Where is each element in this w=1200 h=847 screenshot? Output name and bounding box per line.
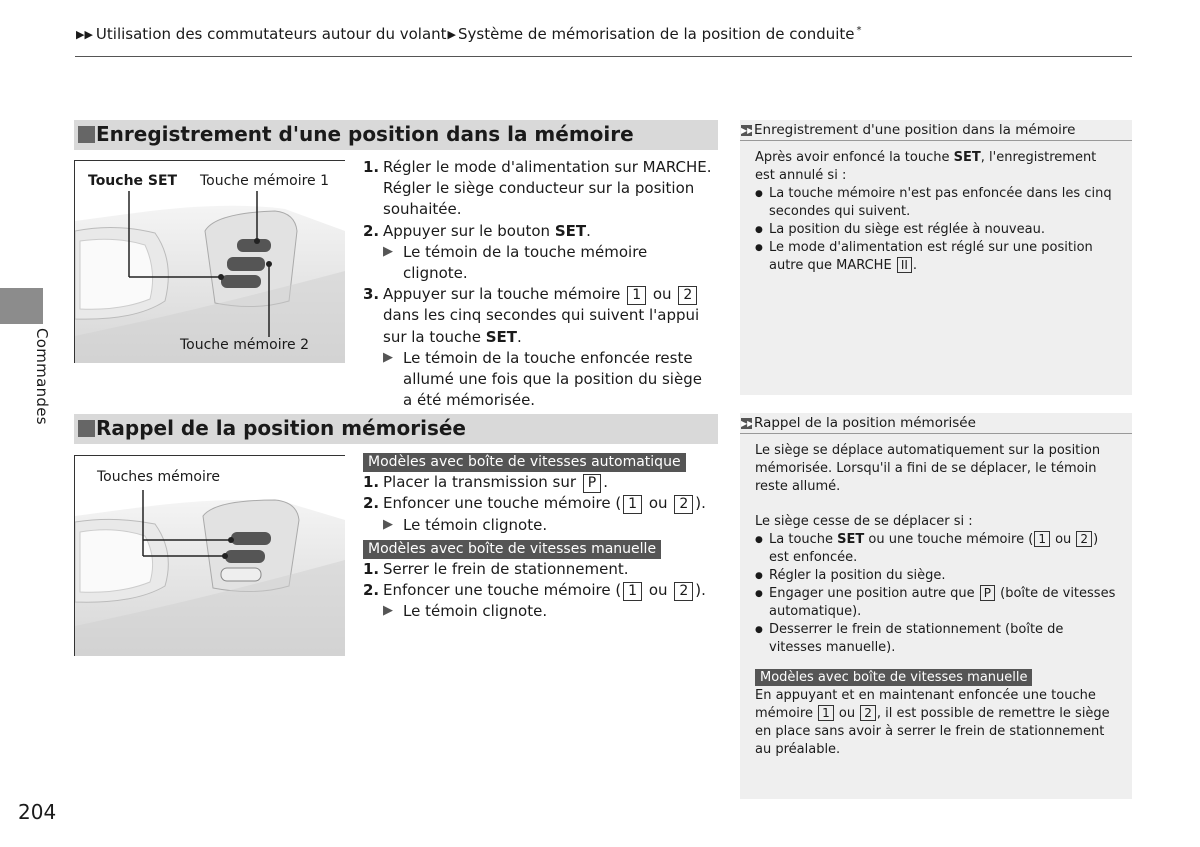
step-number: 1. bbox=[363, 158, 380, 176]
note-text: (boîte de vitesses automatique). bbox=[769, 586, 1116, 619]
memory-button-1-icon bbox=[237, 239, 271, 252]
note-text: ) est enfoncée. bbox=[769, 532, 1099, 565]
set-keyword: SET bbox=[554, 221, 587, 240]
label-memory-2: Touche mémoire 2 bbox=[180, 337, 310, 353]
triangle-right-icon: ▶▶ bbox=[76, 28, 93, 41]
step-number: 2. bbox=[363, 581, 380, 600]
step-text: dans les cinq secondes qui suivent l'appui sur la touche bbox=[383, 306, 700, 346]
key-1: 1 bbox=[627, 286, 646, 305]
note-title: Enregistrement d'une position dans la mémoire bbox=[754, 122, 1076, 138]
play-arrow-icon: ▶ bbox=[383, 603, 393, 619]
step-result bbox=[383, 348, 715, 412]
step-text: . bbox=[517, 327, 522, 346]
breadcrumb bbox=[76, 25, 862, 43]
note-panel-recall bbox=[740, 413, 1132, 799]
section1-heading bbox=[74, 120, 718, 150]
section1-title: Enregistrement d'une position dans la mémoire bbox=[96, 122, 634, 146]
note-text: ou une touche mémoire ( bbox=[864, 532, 1034, 547]
step-item bbox=[363, 284, 715, 411]
note-arrow-icon: ▶▶ bbox=[741, 125, 754, 135]
section1-steps bbox=[363, 157, 715, 411]
note-text: ou bbox=[1050, 532, 1076, 547]
note-panel-store bbox=[740, 120, 1132, 395]
key-2: 2 bbox=[1076, 531, 1092, 547]
step-text: ). bbox=[695, 581, 706, 600]
key-p: P bbox=[980, 585, 995, 601]
note-body bbox=[740, 434, 1132, 759]
note-text: , l'enregistrement est annulé si : bbox=[755, 150, 1097, 183]
step-result-text: Le témoin de la touche mémoire clignote. bbox=[403, 242, 648, 283]
step-number: 2. bbox=[363, 494, 380, 513]
step-result-text: Le témoin clignote. bbox=[403, 602, 548, 621]
play-arrow-icon: ▶ bbox=[383, 243, 393, 259]
step-number: 1. bbox=[363, 473, 380, 492]
step-text: ou bbox=[648, 285, 677, 304]
note-text: Après avoir enfoncé la touche bbox=[755, 150, 954, 165]
memory-button-1-icon bbox=[231, 532, 271, 545]
door-panel-illustration bbox=[75, 161, 345, 363]
heading-square-icon bbox=[78, 420, 95, 437]
step-text: Appuyer sur le bouton bbox=[383, 221, 555, 240]
note-text: Engager une position autre que bbox=[769, 586, 979, 601]
step-item bbox=[363, 493, 715, 535]
step-result bbox=[383, 242, 715, 284]
header-rule bbox=[75, 56, 1132, 57]
heading-square-icon bbox=[78, 126, 95, 143]
note-paragraph bbox=[755, 687, 1117, 759]
note-text: ou bbox=[834, 706, 860, 721]
section2-steps bbox=[363, 451, 715, 623]
note-text: Le mode d'alimentation est réglé sur une position autre que MARCHE bbox=[769, 240, 1093, 273]
step-text: ou bbox=[644, 494, 673, 513]
step-text: Placer la transmission sur bbox=[383, 473, 581, 492]
auto-models-tag: Modèles avec boîte de vitesses automatique bbox=[363, 453, 686, 472]
page-number: 204 bbox=[18, 800, 57, 824]
note-paragraph: Le siège cesse de se déplacer si : bbox=[755, 514, 973, 529]
set-keyword: SET bbox=[837, 532, 865, 547]
section2-heading bbox=[74, 414, 718, 444]
note-bullet bbox=[755, 531, 1117, 567]
side-tab-label: Commandes bbox=[33, 328, 51, 425]
note-heading bbox=[740, 120, 1132, 141]
memory-button-2-icon bbox=[227, 257, 265, 271]
step-text: . bbox=[603, 473, 609, 492]
note-text: La touche bbox=[769, 532, 838, 547]
note-intro bbox=[755, 149, 1117, 185]
breadcrumb-marker: * bbox=[856, 25, 862, 36]
note-bullet: ● Desserrer le frein de stationnement (boîte de vitesses manuelle). bbox=[755, 621, 1117, 657]
step-result-text: Le témoin clignote. bbox=[403, 515, 548, 534]
key-2: 2 bbox=[678, 286, 697, 305]
step-text: ). bbox=[695, 494, 706, 513]
step-text: Serrer le frein de stationnement. bbox=[383, 560, 629, 579]
note-paragraph: Le siège se déplace automatiquement sur la position mémorisée. Lorsqu'il a fini de se déplacer, le témoin reste allumé. bbox=[755, 443, 1101, 494]
step-number: 2. bbox=[363, 221, 380, 240]
memory-button-2-icon bbox=[225, 550, 265, 563]
set-keyword: SET bbox=[485, 327, 517, 346]
note-title: Rappel de la position mémorisée bbox=[754, 415, 976, 431]
step-result bbox=[383, 515, 715, 536]
step-result-text: Le témoin de la touche enfoncée reste allumé une fois que la position du siège a été mémorisée. bbox=[403, 348, 702, 410]
note-text: . bbox=[912, 258, 918, 273]
step-result bbox=[383, 601, 715, 622]
step-item bbox=[363, 580, 715, 622]
breadcrumb-part2: Système de mémorisation de la position de conduite bbox=[458, 25, 855, 43]
step-item bbox=[363, 559, 715, 580]
key-p: P bbox=[583, 474, 601, 493]
key-1: 1 bbox=[818, 705, 834, 721]
note-bullet: ● La position du siège est réglée à nouveau. bbox=[755, 221, 1117, 239]
note-heading bbox=[740, 413, 1132, 434]
note-bullet bbox=[755, 585, 1117, 621]
breadcrumb-part1: Utilisation des commutateurs autour du volant bbox=[95, 25, 447, 43]
key-2: 2 bbox=[674, 495, 693, 514]
note-body bbox=[740, 141, 1132, 275]
label-set-button: Touche SET bbox=[88, 173, 178, 189]
figure-memory-recall bbox=[74, 455, 345, 656]
play-arrow-icon: ▶ bbox=[383, 349, 393, 365]
key-2: 2 bbox=[674, 582, 693, 601]
step-text: . bbox=[586, 221, 591, 240]
step-number: 1. bbox=[363, 560, 380, 579]
label-memory-buttons: Touches mémoire bbox=[97, 469, 220, 485]
key-1: 1 bbox=[1034, 531, 1050, 547]
play-arrow-icon: ▶ bbox=[383, 516, 393, 532]
section2-title: Rappel de la position mémorisée bbox=[96, 416, 466, 440]
note-arrow-icon: ▶▶ bbox=[741, 418, 754, 428]
note-text: En appuyant et en maintenant enfoncée une touche mémoire bbox=[755, 688, 1096, 721]
step-item bbox=[363, 221, 715, 285]
key-1: 1 bbox=[623, 495, 642, 514]
note-bullet bbox=[755, 239, 1117, 275]
step-item bbox=[363, 157, 715, 221]
key-ii: II bbox=[897, 257, 912, 273]
key-1: 1 bbox=[623, 582, 642, 601]
side-tab-marker bbox=[0, 288, 43, 324]
note-bullet: ● Régler la position du siège. bbox=[755, 567, 1117, 585]
set-button-icon bbox=[221, 275, 261, 288]
step-text: Régler le mode d'alimentation sur MARCHE. Régler le siège conducteur sur la position souhaitée. bbox=[383, 158, 712, 219]
set-keyword: SET bbox=[953, 150, 981, 165]
step-text: Appuyer sur la touche mémoire bbox=[383, 285, 626, 304]
manual-models-tag: Modèles avec boîte de vitesses manuelle bbox=[363, 540, 661, 559]
step-text: Enfoncer une touche mémoire ( bbox=[383, 581, 622, 600]
note-text: , il est possible de remettre le siège en place sans avoir à serrer le frein de stationnement au préalable. bbox=[755, 706, 1110, 757]
step-text: ou bbox=[644, 581, 673, 600]
label-memory-1: Touche mémoire 1 bbox=[200, 173, 330, 189]
step-item bbox=[363, 472, 715, 493]
note-bullet: ● La touche mémoire n'est pas enfoncée dans les cinq secondes qui suivent. bbox=[755, 185, 1117, 221]
key-2: 2 bbox=[860, 705, 876, 721]
triangle-right-icon: ▶ bbox=[447, 28, 456, 41]
door-panel-illustration bbox=[75, 456, 345, 656]
manual-models-tag: Modèles avec boîte de vitesses manuelle bbox=[755, 669, 1032, 686]
figure-memory-buttons bbox=[74, 160, 345, 363]
step-number: 3. bbox=[363, 285, 380, 304]
step-text: Enfoncer une touche mémoire ( bbox=[383, 494, 622, 513]
